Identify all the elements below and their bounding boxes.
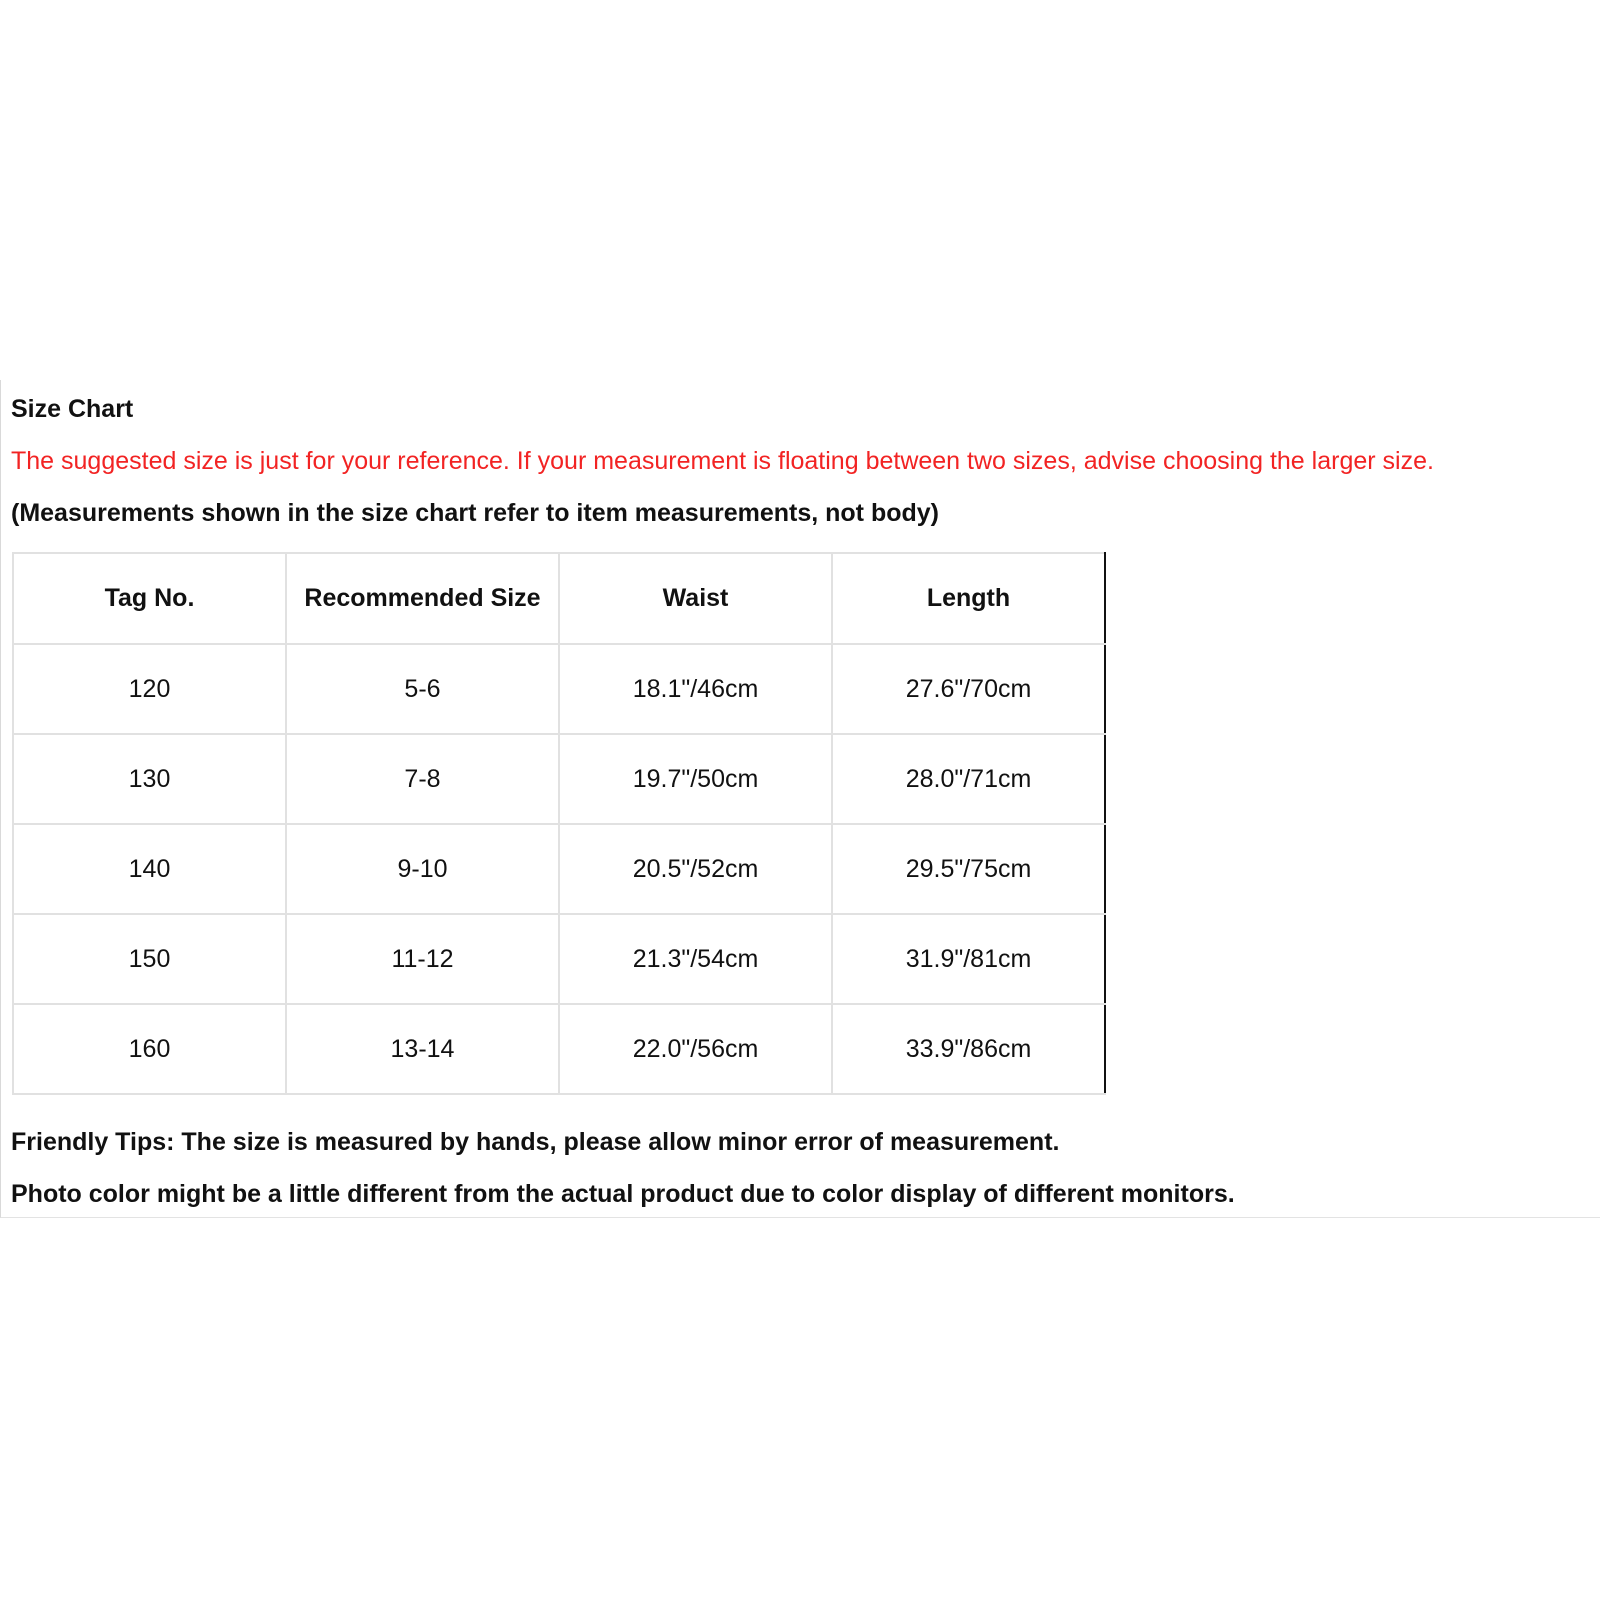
table-row <box>13 644 1105 734</box>
size-chart-section <box>0 380 1600 1218</box>
table-header-row <box>13 553 1105 644</box>
length-cell: 31.9"/81cm <box>832 914 1105 1004</box>
size-reference-notice: The suggested size is just for your reference. If your measurement is floating between two sizes, advise choosing the larger size. <box>11 447 1434 475</box>
table-row <box>13 734 1105 824</box>
table-row <box>13 824 1105 914</box>
tag-number-cell: 160 <box>13 1004 286 1094</box>
tag-number-cell: 140 <box>13 824 286 914</box>
length-cell: 27.6"/70cm <box>832 644 1105 734</box>
waist-cell: 19.7"/50cm <box>559 734 832 824</box>
waist-cell: 22.0"/56cm <box>559 1004 832 1094</box>
length-header: Length <box>832 553 1105 644</box>
tag-number-cell: 120 <box>13 644 286 734</box>
photo-color-note: Photo color might be a little different from the actual product due to color display of different monitors. <box>11 1180 1235 1208</box>
size-table-body <box>13 644 1105 1094</box>
tag-number-cell: 150 <box>13 914 286 1004</box>
tag-number-cell: 130 <box>13 734 286 824</box>
tag-number-header: Tag No. <box>13 553 286 644</box>
table-row <box>13 914 1105 1004</box>
waist-header: Waist <box>559 553 832 644</box>
size-table <box>12 552 1106 1095</box>
waist-cell: 20.5"/52cm <box>559 824 832 914</box>
measurement-note: (Measurements shown in the size chart refer to item measurements, not body) <box>11 499 939 527</box>
friendly-tips: Friendly Tips: The size is measured by hands, please allow minor error of measurement. <box>11 1128 1060 1156</box>
size-table-header <box>13 553 1105 644</box>
length-cell: 33.9"/86cm <box>832 1004 1105 1094</box>
recommended-size-cell: 13-14 <box>286 1004 559 1094</box>
recommended-size-header: Recommended Size <box>286 553 559 644</box>
size-chart-title: Size Chart <box>11 395 134 423</box>
recommended-size-cell: 5-6 <box>286 644 559 734</box>
length-cell: 29.5"/75cm <box>832 824 1105 914</box>
waist-cell: 18.1"/46cm <box>559 644 832 734</box>
recommended-size-cell: 11-12 <box>286 914 559 1004</box>
length-cell: 28.0"/71cm <box>832 734 1105 824</box>
waist-cell: 21.3"/54cm <box>559 914 832 1004</box>
table-row <box>13 1004 1105 1094</box>
recommended-size-cell: 9-10 <box>286 824 559 914</box>
recommended-size-cell: 7-8 <box>286 734 559 824</box>
